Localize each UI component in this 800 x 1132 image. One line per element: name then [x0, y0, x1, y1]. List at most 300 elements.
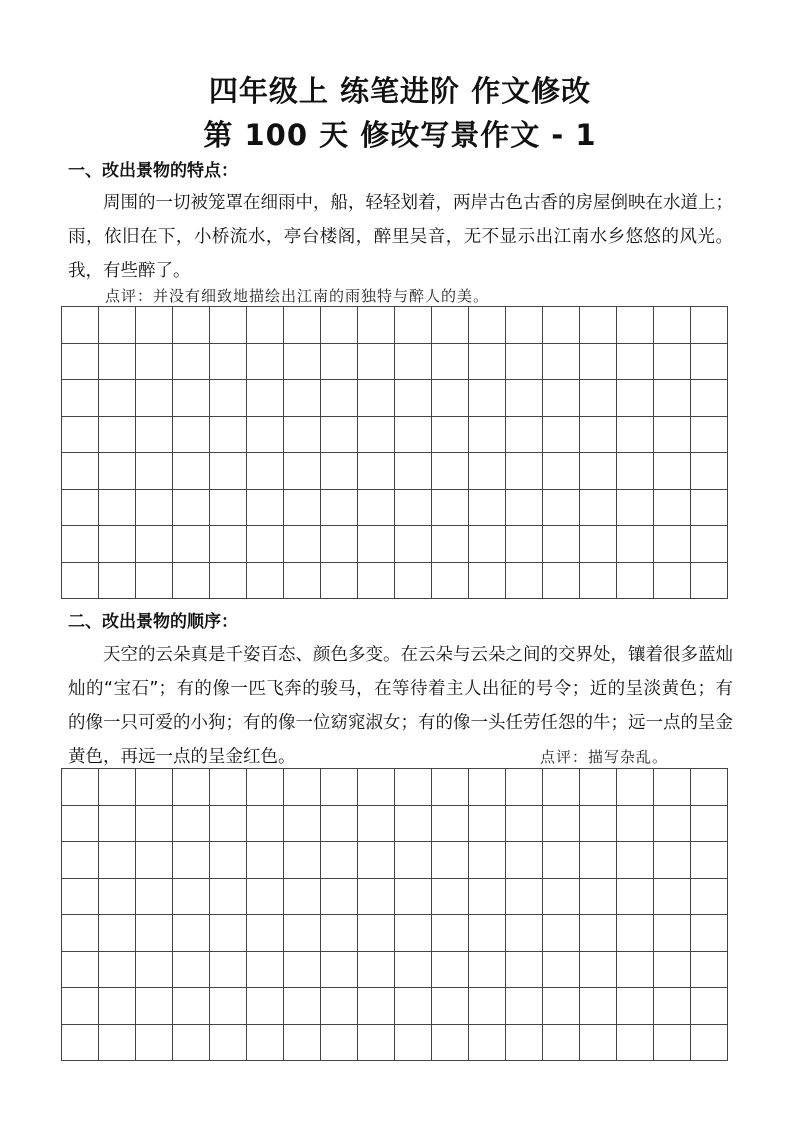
grid-cell[interactable] — [432, 878, 469, 915]
grid-cell[interactable] — [469, 526, 506, 563]
grid-cell[interactable] — [284, 489, 321, 526]
grid-cell[interactable] — [62, 915, 99, 952]
writing-grid-2[interactable] — [61, 768, 728, 1061]
grid-cell[interactable] — [136, 562, 173, 599]
grid-cell[interactable] — [691, 343, 728, 380]
grid-cell[interactable] — [543, 380, 580, 417]
grid-cell[interactable] — [247, 988, 284, 1025]
grid-cell[interactable] — [580, 1024, 617, 1061]
grid-cell[interactable] — [580, 878, 617, 915]
grid-cell[interactable] — [358, 988, 395, 1025]
grid-cell[interactable] — [654, 988, 691, 1025]
grid-cell[interactable] — [284, 915, 321, 952]
grid-cell[interactable] — [506, 988, 543, 1025]
grid-cell[interactable] — [691, 416, 728, 453]
grid-cell[interactable] — [210, 805, 247, 842]
grid-cell[interactable] — [210, 988, 247, 1025]
grid-cell[interactable] — [691, 1024, 728, 1061]
section-2-review: 点评：描写杂乱。 — [540, 748, 669, 766]
grid-cell[interactable] — [469, 453, 506, 490]
grid-cell[interactable] — [321, 307, 358, 344]
grid-cell[interactable] — [654, 489, 691, 526]
grid-cell[interactable] — [506, 769, 543, 806]
grid-cell[interactable] — [321, 562, 358, 599]
section-1-paragraph — [68, 186, 733, 288]
grid-cell[interactable] — [173, 842, 210, 879]
grid-cell[interactable] — [543, 988, 580, 1025]
grid-cell[interactable] — [173, 878, 210, 915]
grid-cell[interactable] — [691, 951, 728, 988]
grid-cell[interactable] — [432, 769, 469, 806]
grid-cell[interactable] — [543, 343, 580, 380]
grid-cell[interactable] — [654, 842, 691, 879]
grid-cell[interactable] — [506, 805, 543, 842]
grid-cell[interactable] — [62, 988, 99, 1025]
grid-cell[interactable] — [506, 842, 543, 879]
grid-cell[interactable] — [432, 988, 469, 1025]
grid-cell[interactable] — [321, 526, 358, 563]
grid-cell[interactable] — [284, 769, 321, 806]
grid-cell[interactable] — [173, 1024, 210, 1061]
grid-cell[interactable] — [580, 489, 617, 526]
grid-cell[interactable] — [358, 562, 395, 599]
grid-cell[interactable] — [99, 453, 136, 490]
grid-cell[interactable] — [395, 988, 432, 1025]
grid-cell[interactable] — [432, 343, 469, 380]
grid-cell[interactable] — [62, 769, 99, 806]
grid-cell[interactable] — [210, 416, 247, 453]
grid-cell[interactable] — [136, 489, 173, 526]
grid-cell[interactable] — [136, 769, 173, 806]
grid-cell[interactable] — [210, 769, 247, 806]
grid-cell[interactable] — [506, 951, 543, 988]
grid-cell[interactable] — [173, 489, 210, 526]
grid-cell[interactable] — [469, 562, 506, 599]
grid-cell[interactable] — [469, 489, 506, 526]
grid-cell[interactable] — [99, 769, 136, 806]
grid-cell[interactable] — [210, 343, 247, 380]
grid-cell[interactable] — [469, 769, 506, 806]
grid-cell[interactable] — [284, 1024, 321, 1061]
grid-cell[interactable] — [432, 380, 469, 417]
grid-cell[interactable] — [395, 769, 432, 806]
grid-cell[interactable] — [691, 988, 728, 1025]
grid-cell[interactable] — [99, 562, 136, 599]
grid-cell[interactable] — [617, 951, 654, 988]
grid-cell[interactable] — [543, 878, 580, 915]
grid-cell[interactable] — [358, 489, 395, 526]
grid-cell[interactable] — [617, 380, 654, 417]
grid-cell[interactable] — [210, 878, 247, 915]
grid-cell[interactable] — [136, 343, 173, 380]
grid-cell[interactable] — [691, 307, 728, 344]
grid-cell[interactable] — [543, 453, 580, 490]
grid-cell[interactable] — [506, 915, 543, 952]
grid-cell[interactable] — [173, 769, 210, 806]
grid-cell[interactable] — [654, 343, 691, 380]
grid-cell[interactable] — [469, 416, 506, 453]
grid-cell[interactable] — [62, 380, 99, 417]
grid-cell[interactable] — [580, 842, 617, 879]
grid-cell[interactable] — [691, 380, 728, 417]
grid-cell[interactable] — [62, 307, 99, 344]
grid-cell[interactable] — [62, 526, 99, 563]
grid-cell[interactable] — [247, 453, 284, 490]
grid-cell[interactable] — [321, 343, 358, 380]
grid-cell[interactable] — [321, 805, 358, 842]
grid-cell[interactable] — [136, 915, 173, 952]
grid-cell[interactable] — [358, 951, 395, 988]
grid-row — [62, 526, 728, 563]
grid-cell[interactable] — [506, 343, 543, 380]
grid-cell[interactable] — [617, 878, 654, 915]
grid-cell[interactable] — [432, 526, 469, 563]
grid-cell[interactable] — [321, 416, 358, 453]
grid-cell[interactable] — [284, 526, 321, 563]
grid-cell[interactable] — [543, 769, 580, 806]
grid-cell[interactable] — [691, 562, 728, 599]
grid-cell[interactable] — [62, 805, 99, 842]
grid-cell[interactable] — [136, 453, 173, 490]
grid-cell[interactable] — [173, 988, 210, 1025]
grid-cell[interactable] — [210, 526, 247, 563]
grid-cell[interactable] — [284, 805, 321, 842]
grid-cell[interactable] — [580, 805, 617, 842]
grid-row — [62, 562, 728, 599]
grid-cell[interactable] — [173, 562, 210, 599]
grid-cell[interactable] — [284, 453, 321, 490]
grid-cell[interactable] — [321, 453, 358, 490]
grid-cell[interactable] — [469, 915, 506, 952]
grid-cell[interactable] — [617, 842, 654, 879]
grid-cell[interactable] — [395, 951, 432, 988]
grid-cell[interactable] — [691, 453, 728, 490]
grid-cell[interactable] — [136, 842, 173, 879]
grid-cell[interactable] — [358, 805, 395, 842]
grid-cell[interactable] — [617, 915, 654, 952]
grid-cell[interactable] — [62, 1024, 99, 1061]
grid-cell[interactable] — [432, 489, 469, 526]
grid-cell[interactable] — [210, 380, 247, 417]
grid-cell[interactable] — [210, 489, 247, 526]
grid-cell[interactable] — [247, 489, 284, 526]
grid-cell[interactable] — [691, 915, 728, 952]
grid-cell[interactable] — [321, 951, 358, 988]
grid-cell[interactable] — [432, 453, 469, 490]
grid-cell[interactable] — [247, 1024, 284, 1061]
grid-cell[interactable] — [432, 951, 469, 988]
grid-cell[interactable] — [506, 307, 543, 344]
grid-cell[interactable] — [617, 526, 654, 563]
grid-cell[interactable] — [173, 343, 210, 380]
grid-cell[interactable] — [247, 416, 284, 453]
grid-cell[interactable] — [580, 453, 617, 490]
grid-cell[interactable] — [432, 562, 469, 599]
grid-cell[interactable] — [247, 380, 284, 417]
grid-cell[interactable] — [358, 769, 395, 806]
grid-cell[interactable] — [173, 307, 210, 344]
grid-cell[interactable] — [321, 380, 358, 417]
grid-cell[interactable] — [432, 915, 469, 952]
grid-cell[interactable] — [210, 842, 247, 879]
grid-cell[interactable] — [580, 307, 617, 344]
grid-cell[interactable] — [432, 1024, 469, 1061]
grid-cell[interactable] — [432, 416, 469, 453]
grid-cell[interactable] — [99, 951, 136, 988]
grid-cell[interactable] — [506, 380, 543, 417]
grid-cell[interactable] — [469, 343, 506, 380]
grid-cell[interactable] — [654, 805, 691, 842]
grid-cell[interactable] — [173, 526, 210, 563]
grid-cell[interactable] — [469, 878, 506, 915]
grid-cell[interactable] — [432, 307, 469, 344]
grid-cell[interactable] — [136, 805, 173, 842]
grid-cell[interactable] — [543, 416, 580, 453]
grid-cell[interactable] — [395, 562, 432, 599]
grid-cell[interactable] — [543, 526, 580, 563]
grid-cell[interactable] — [284, 951, 321, 988]
grid-cell[interactable] — [617, 453, 654, 490]
grid-cell[interactable] — [284, 416, 321, 453]
grid-cell[interactable] — [617, 489, 654, 526]
grid-cell[interactable] — [62, 343, 99, 380]
grid-cell[interactable] — [247, 915, 284, 952]
grid-cell[interactable] — [284, 380, 321, 417]
grid-cell[interactable] — [543, 1024, 580, 1061]
grid-cell[interactable] — [654, 878, 691, 915]
grid-cell[interactable] — [62, 951, 99, 988]
grid-cell[interactable] — [210, 915, 247, 952]
grid-cell[interactable] — [543, 842, 580, 879]
grid-cell[interactable] — [136, 988, 173, 1025]
page-title-line-1: 四年级上 练笔进阶 作文修改 — [208, 74, 592, 108]
grid-cell[interactable] — [321, 915, 358, 952]
grid-cell[interactable] — [617, 307, 654, 344]
grid-cell[interactable] — [580, 380, 617, 417]
grid-cell[interactable] — [617, 805, 654, 842]
grid-cell[interactable] — [580, 769, 617, 806]
grid-cell[interactable] — [358, 1024, 395, 1061]
grid-cell[interactable] — [469, 380, 506, 417]
grid-cell[interactable] — [617, 562, 654, 599]
grid-cell[interactable] — [395, 343, 432, 380]
grid-cell[interactable] — [210, 1024, 247, 1061]
grid-cell[interactable] — [691, 489, 728, 526]
grid-cell[interactable] — [395, 307, 432, 344]
grid-cell[interactable] — [321, 769, 358, 806]
grid-cell[interactable] — [173, 416, 210, 453]
grid-cell[interactable] — [654, 1024, 691, 1061]
grid-cell[interactable] — [469, 1024, 506, 1061]
grid-cell[interactable] — [580, 343, 617, 380]
grid-cell[interactable] — [62, 489, 99, 526]
grid-cell[interactable] — [247, 878, 284, 915]
grid-cell[interactable] — [173, 951, 210, 988]
grid-cell[interactable] — [99, 915, 136, 952]
grid-cell[interactable] — [469, 842, 506, 879]
section-2-heading: 二、改出景物的顺序： — [68, 612, 238, 632]
grid-cell[interactable] — [506, 878, 543, 915]
grid-cell[interactable] — [395, 915, 432, 952]
grid-cell[interactable] — [99, 380, 136, 417]
grid-cell[interactable] — [543, 489, 580, 526]
grid-cell[interactable] — [173, 453, 210, 490]
grid-cell[interactable] — [284, 562, 321, 599]
grid-cell[interactable] — [99, 343, 136, 380]
grid-cell[interactable] — [654, 380, 691, 417]
grid-cell[interactable] — [580, 562, 617, 599]
grid-cell[interactable] — [395, 489, 432, 526]
grid-cell[interactable] — [62, 416, 99, 453]
grid-cell[interactable] — [321, 988, 358, 1025]
grid-cell[interactable] — [506, 416, 543, 453]
grid-cell[interactable] — [691, 842, 728, 879]
grid-cell[interactable] — [210, 307, 247, 344]
grid-cell[interactable] — [62, 878, 99, 915]
grid-cell[interactable] — [284, 988, 321, 1025]
grid-cell[interactable] — [99, 842, 136, 879]
grid-cell[interactable] — [321, 842, 358, 879]
grid-cell[interactable] — [395, 416, 432, 453]
grid-cell[interactable] — [321, 1024, 358, 1061]
grid-cell[interactable] — [506, 489, 543, 526]
grid-cell[interactable] — [136, 951, 173, 988]
grid-cell[interactable] — [62, 562, 99, 599]
grid-cell[interactable] — [506, 1024, 543, 1061]
grid-cell[interactable] — [358, 842, 395, 879]
grid-cell[interactable] — [654, 562, 691, 599]
grid-cell[interactable] — [617, 769, 654, 806]
grid-cell[interactable] — [543, 915, 580, 952]
grid-cell[interactable] — [321, 878, 358, 915]
grid-cell[interactable] — [358, 453, 395, 490]
grid-cell[interactable] — [136, 416, 173, 453]
grid-cell[interactable] — [617, 1024, 654, 1061]
grid-cell[interactable] — [506, 453, 543, 490]
grid-cell[interactable] — [432, 842, 469, 879]
grid-cell[interactable] — [284, 343, 321, 380]
grid-cell[interactable] — [247, 842, 284, 879]
grid-cell[interactable] — [136, 307, 173, 344]
grid-cell[interactable] — [691, 805, 728, 842]
grid-cell[interactable] — [469, 805, 506, 842]
grid-cell[interactable] — [99, 988, 136, 1025]
grid-cell[interactable] — [210, 562, 247, 599]
section-1-heading: 一、改出景物的特点： — [68, 161, 238, 181]
grid-cell[interactable] — [691, 878, 728, 915]
grid-cell[interactable] — [173, 805, 210, 842]
grid-cell[interactable] — [99, 1024, 136, 1061]
grid-cell[interactable] — [654, 951, 691, 988]
grid-cell[interactable] — [210, 453, 247, 490]
grid-cell[interactable] — [247, 307, 284, 344]
grid-cell[interactable] — [580, 915, 617, 952]
grid-cell[interactable] — [247, 562, 284, 599]
grid-cell[interactable] — [247, 805, 284, 842]
grid-cell[interactable] — [358, 915, 395, 952]
writing-grid-1[interactable] — [61, 306, 728, 599]
grid-cell[interactable] — [247, 951, 284, 988]
grid-cell[interactable] — [506, 562, 543, 599]
grid-cell[interactable] — [617, 988, 654, 1025]
grid-cell[interactable] — [358, 380, 395, 417]
grid-cell[interactable] — [469, 951, 506, 988]
grid-cell[interactable] — [395, 805, 432, 842]
grid-cell[interactable] — [543, 951, 580, 988]
grid-cell[interactable] — [543, 307, 580, 344]
grid-cell[interactable] — [284, 842, 321, 879]
grid-cell[interactable] — [395, 842, 432, 879]
grid-cell[interactable] — [654, 307, 691, 344]
grid-cell[interactable] — [617, 416, 654, 453]
grid-cell[interactable] — [654, 453, 691, 490]
grid-cell[interactable] — [654, 416, 691, 453]
grid-cell[interactable] — [247, 526, 284, 563]
grid-cell[interactable] — [395, 1024, 432, 1061]
grid-cell[interactable] — [358, 343, 395, 380]
grid-cell[interactable] — [432, 805, 469, 842]
grid-cell[interactable] — [543, 562, 580, 599]
grid-cell[interactable] — [543, 805, 580, 842]
grid-row — [62, 489, 728, 526]
grid-cell[interactable] — [210, 951, 247, 988]
grid-cell[interactable] — [173, 380, 210, 417]
grid-cell[interactable] — [136, 1024, 173, 1061]
grid-cell[interactable] — [654, 915, 691, 952]
grid-cell[interactable] — [99, 489, 136, 526]
grid-cell[interactable] — [62, 453, 99, 490]
grid-cell[interactable] — [506, 526, 543, 563]
grid-cell[interactable] — [580, 526, 617, 563]
grid-cell[interactable] — [395, 380, 432, 417]
section-1-review: 点评：并没有细致地描绘出江南的雨独特与醉人的美。 — [105, 287, 490, 305]
grid-cell[interactable] — [469, 307, 506, 344]
grid-cell[interactable] — [247, 343, 284, 380]
grid-cell[interactable] — [136, 526, 173, 563]
grid-row — [62, 842, 728, 879]
grid-cell[interactable] — [580, 416, 617, 453]
grid-cell[interactable] — [62, 842, 99, 879]
grid-cell[interactable] — [99, 878, 136, 915]
grid-cell[interactable] — [395, 453, 432, 490]
grid-cell[interactable] — [691, 526, 728, 563]
grid-cell[interactable] — [358, 526, 395, 563]
grid-cell[interactable] — [358, 878, 395, 915]
grid-cell[interactable] — [469, 988, 506, 1025]
grid-cell[interactable] — [99, 526, 136, 563]
grid-cell[interactable] — [654, 526, 691, 563]
grid-cell[interactable] — [284, 307, 321, 344]
grid-cell[interactable] — [654, 769, 691, 806]
grid-cell[interactable] — [284, 878, 321, 915]
grid-cell[interactable] — [395, 878, 432, 915]
grid-cell[interactable] — [321, 489, 358, 526]
grid-cell[interactable] — [395, 526, 432, 563]
grid-cell[interactable] — [173, 915, 210, 952]
grid-cell[interactable] — [580, 951, 617, 988]
grid-cell[interactable] — [358, 307, 395, 344]
grid-cell[interactable] — [580, 988, 617, 1025]
grid-cell[interactable] — [247, 769, 284, 806]
grid-cell[interactable] — [136, 380, 173, 417]
grid-cell[interactable] — [99, 307, 136, 344]
grid-cell[interactable] — [136, 878, 173, 915]
grid-cell[interactable] — [99, 416, 136, 453]
grid-cell[interactable] — [99, 805, 136, 842]
grid-cell[interactable] — [617, 343, 654, 380]
grid-cell[interactable] — [358, 416, 395, 453]
grid-cell[interactable] — [691, 769, 728, 806]
